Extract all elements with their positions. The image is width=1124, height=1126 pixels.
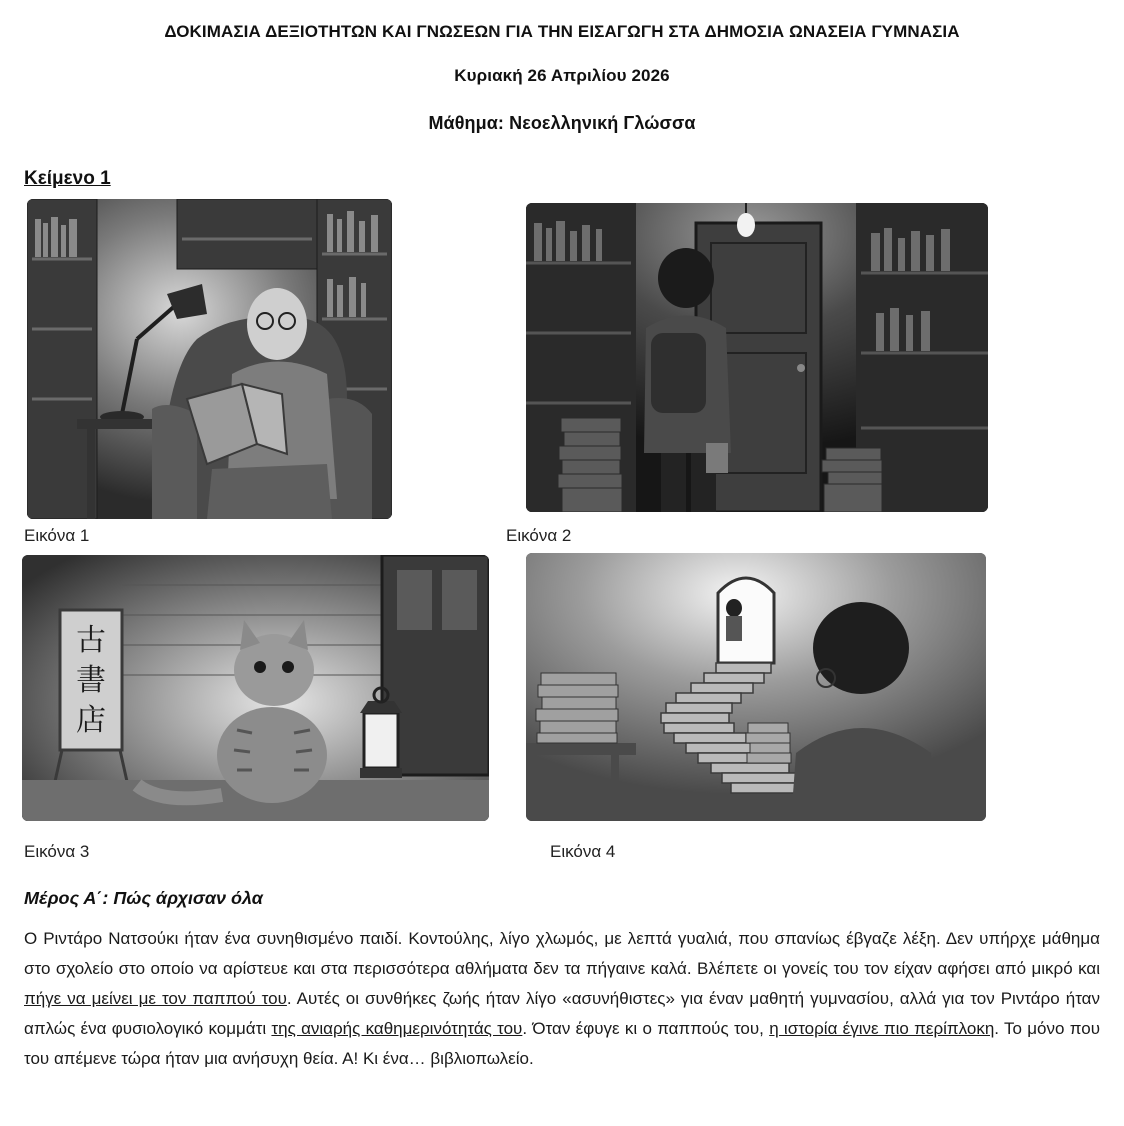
paragraph-text: . Το μόνο που του απέμενε τώρα ήταν μια ανήσυχη θεία. Α! Κι ένα… βιβλιοπωλείο. [24, 1019, 1100, 1068]
illustration-cat-with-lantern [22, 555, 489, 821]
part-a-heading: Μέρος Α΄: Πώς άρχισαν όλα [24, 888, 263, 908]
image-2-caption: Εικόνα 2 [506, 526, 572, 545]
part-a-paragraph [24, 924, 1100, 1074]
illustration-grandfather-reading [27, 199, 392, 519]
sign-char-3: 店 [76, 703, 106, 738]
exam-title: ΔΟΚΙΜΑΣΙΑ ΔΕΞΙΟΤΗΤΩΝ ΚΑΙ ΓΝΩΣΕΩΝ ΓΙΑ ΤΗΝ ΕΙΣΑΓΩΓΗ ΣΤΑ ΔΗΜΟΣΙΑ ΩΝΑΣΕΙΑ ΓΥΜΝΑΣΙΑ [164, 22, 960, 41]
underlined-phrase-complicated: η ιστορία έγινε πιο περίπλοκη [769, 1019, 995, 1038]
paragraph-text: Ο Ριντάρο Νατσούκι ήταν ένα συνηθισμένο παιδί. Κοντούλης, λίγο χλωμός, με λεπτά γυαλιά, που σπανίως έβγαζε λέξη. Δεν υπήρχε μάθημα στο σχολείο στο οποίο να αρίστευε και στα περισσότερα αθλήματα δεν τα πήγαινε καλά. Βλέπετε οι γονείς του τον είχαν αφήσει από μικρό και [24, 929, 1100, 978]
underlined-phrase-grandfather: πήγε να μείνει με τον παππού του [24, 989, 287, 1008]
image-1-caption: Εικόνα 1 [24, 526, 90, 545]
sign-char-2: 書 [76, 663, 106, 698]
exam-date: Κυριακή 26 Απριλίου 2026 [454, 66, 670, 85]
image-3-caption: Εικόνα 3 [24, 842, 90, 861]
paragraph-text: . Αυτές οι συνθήκες ζωής ήταν λίγο «ασυνήθιστες» για έναν μαθητή γυμνασίου, αλλά για τον Ριντάρο ήταν απλώς ένα φυσιολογικό κομμάτι [24, 989, 1101, 1038]
text-1-heading: Κείμενο 1 [24, 168, 111, 189]
paragraph-text: . Όταν έφυγε κι ο παππούς του, [522, 1019, 770, 1038]
illustration-book-staircase [526, 553, 986, 821]
illustration-boy-at-door [526, 203, 988, 512]
image-4-caption: Εικόνα 4 [550, 842, 616, 861]
underlined-phrase-routine: της ανιαρής καθημερινότητάς του [271, 1019, 523, 1038]
exam-subject: Μάθημα: Νεοελληνική Γλώσσα [428, 113, 696, 133]
sign-char-1: 古 [76, 623, 106, 658]
